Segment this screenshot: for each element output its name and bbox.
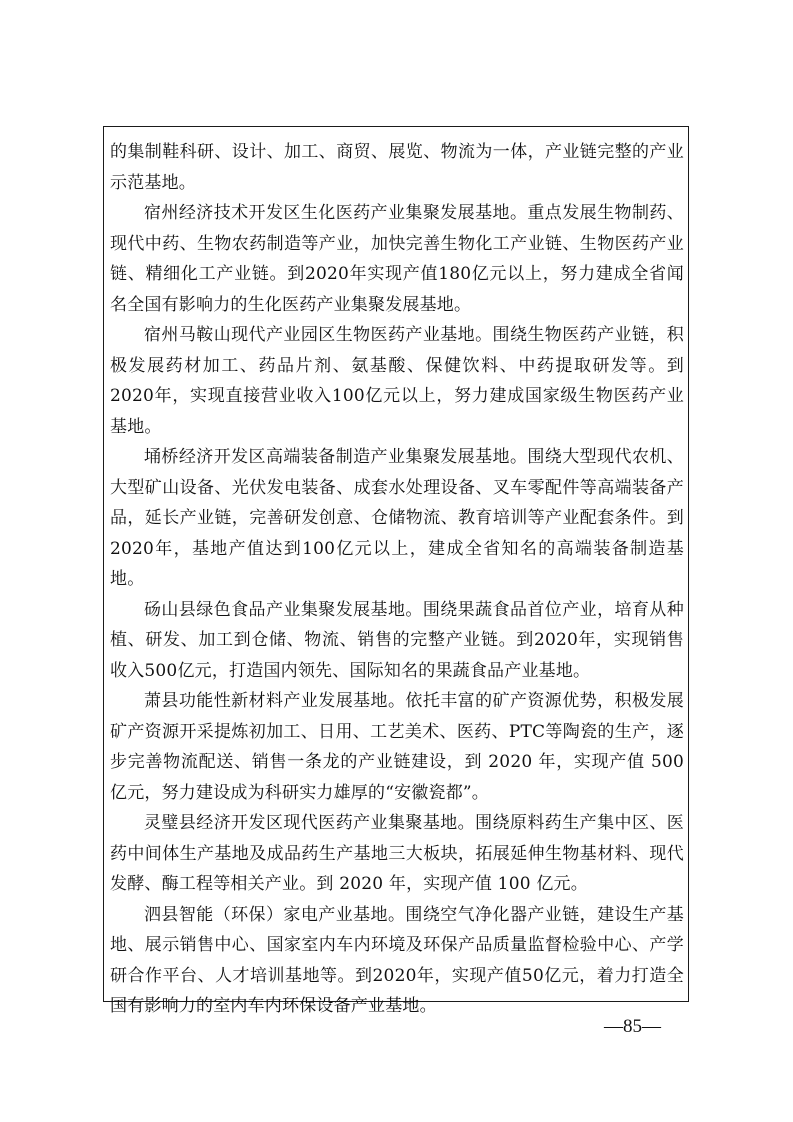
paragraph-suzhou-biochem-base: 宿州经济技术开发区生化医药产业集聚发展基地。重点发展生物制药、现代中药、生物农药制造等产业，加快完善生物化工产业链、生物医药产业链、精细化工产业链。到2020年实现产值180亿元以上，努力建成全省闻名全国有影响力的生化医药产业集聚发展基地。: [110, 203, 684, 315]
paragraph-sixian-appliance-base: 泗县智能（环保）家电产业基地。围绕空气净化器产业链，建设生产基地、展示销售中心、国家室内车内环境及环保产品质量监督检验中心、产学研合作平台、人才培训基地等。到2020年，实现产值50亿元，着力打造全国有影响力的室内车内环保设备产业基地。: [110, 904, 684, 1016]
paragraph-dangshan-food-base: 砀山县绿色食品产业集聚发展基地。围绕果蔬食品首位产业，培育从种植、研发、加工到仓储、物流、销售的完整产业链。到2020年，实现销售收入500亿元，打造国内领先、国际知名的果蔬食品产业基地。: [110, 599, 684, 681]
paragraph-suzhou-maanshan-biomed-base: 宿州马鞍山现代产业园区生物医药产业基地。围绕生物医药产业链，积极发展药材加工、药品片剂、氨基酸、保健饮料、中药提取研发等。到2020年，实现直接营业收入100亿元以上，努力建成国家级生物医药产业基地。: [110, 325, 684, 437]
page-number: —85—: [604, 1016, 661, 1037]
paragraph-xiaoxian-materials-base: 萧县功能性新材料产业发展基地。依托丰富的矿产资源优势，积极发展矿产资源开采提炼初加工、日用、工艺美术、医药、PTC等陶瓷的生产，逐步完善物流配送、销售一条龙的产业链建设，到 2020 年，实现产值 500 亿元，努力建设成为科研实力雄厚的“安徽瓷都”。: [110, 691, 684, 803]
paragraph-continuation: 的集制鞋科研、设计、加工、商贸、展览、物流为一体，产业链完整的产业示范基地。: [110, 142, 684, 193]
paragraph-lingbi-medicine-base: 灵璧县经济开发区现代医药产业集聚基地。围绕原料药生产集中区、医药中间体生产基地及成品药生产基地三大板块，拓展延伸生物基材料、现代发酵、酶工程等相关产业。到 2020 年，实现产值 100 亿元。: [110, 813, 684, 894]
paragraph-yongqiao-equipment-base: 埇桥经济开发区高端装备制造产业集聚发展基地。围绕大型现代农机、大型矿山设备、光伏发电装备、成套水处理设备、叉车零配件等高端装备产品，延长产业链，完善研发创意、仓储物流、教育培训等产业配套条件。到2020年，基地产值达到100亿元以上，建成全省知名的高端装备制造基地。: [110, 447, 684, 589]
body-text: [110, 137, 684, 1022]
